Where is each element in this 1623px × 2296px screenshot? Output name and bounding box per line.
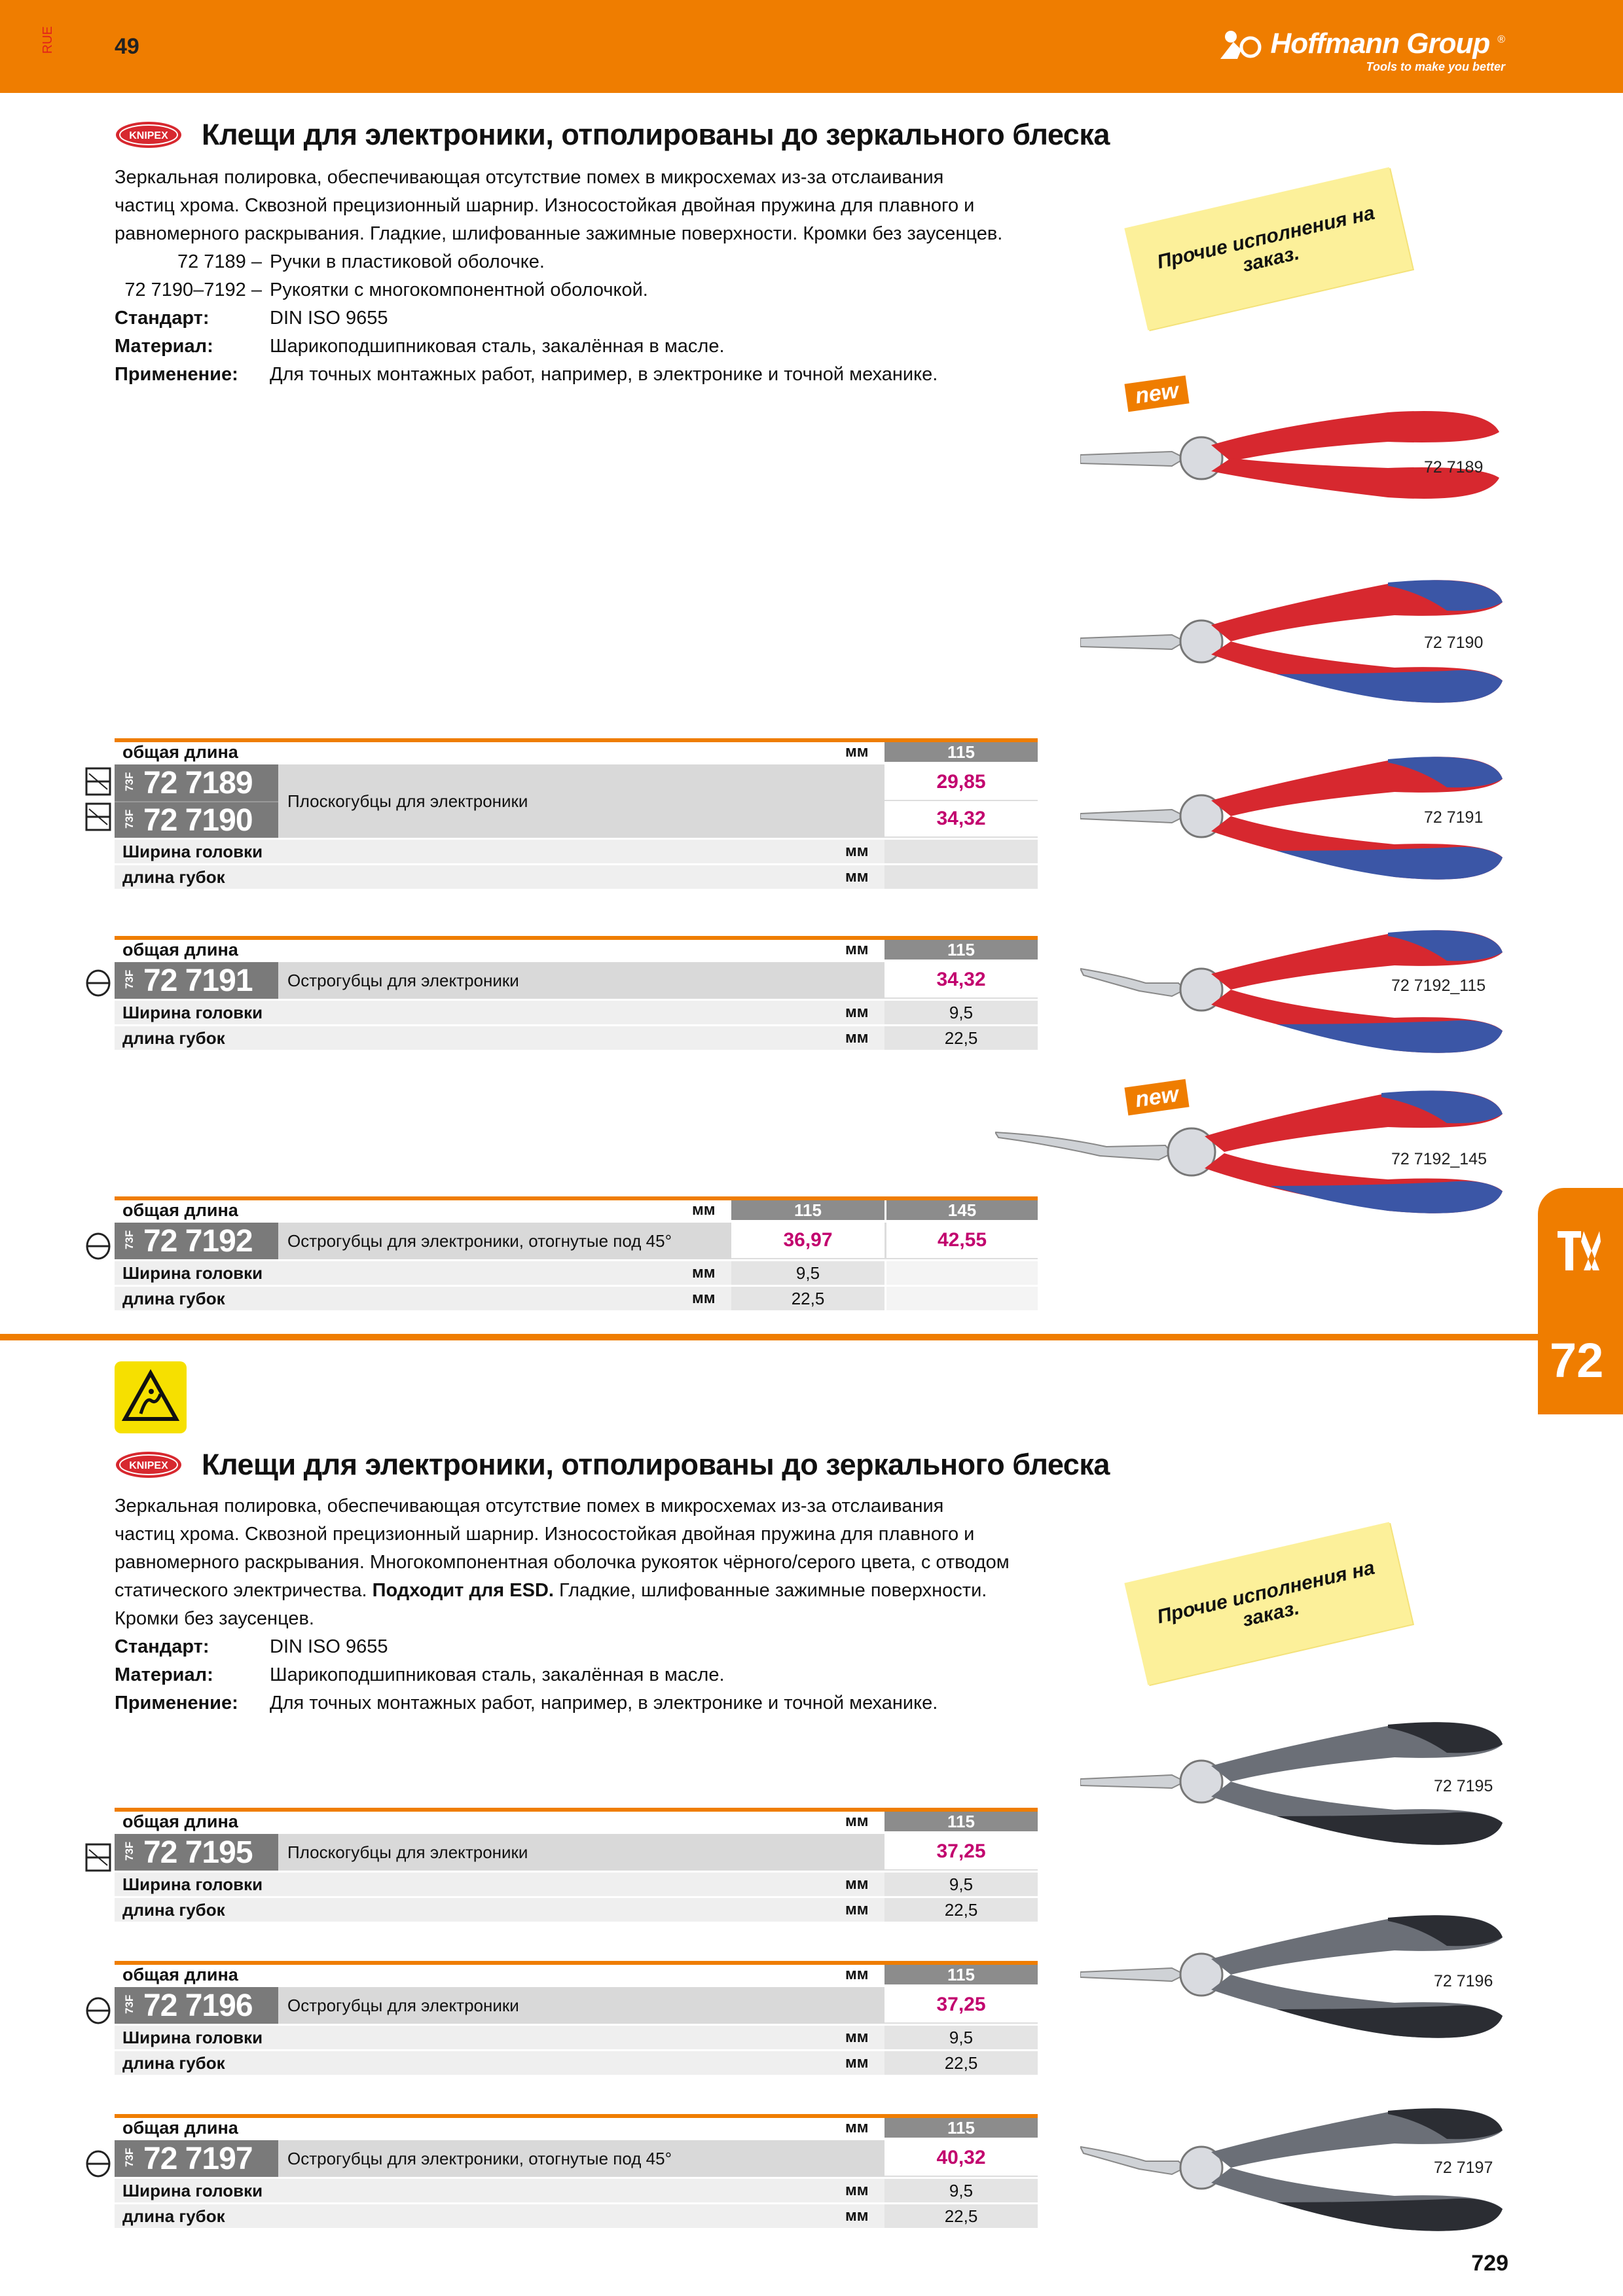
chapter-number: 72 [1550, 1333, 1604, 1388]
header-bar [0, 0, 1623, 93]
section-divider [0, 1334, 1539, 1340]
round-jaw-icon [85, 1232, 111, 1261]
row-total-length: общая длина мм 115 [115, 1808, 1038, 1831]
knipex-logo-icon [115, 120, 183, 150]
section1-material: Материал: Шарикоподшипниковая сталь, закалённая в масле. [115, 336, 725, 357]
article-number[interactable]: 73F 72 7191 [115, 962, 278, 999]
knipex-logo-icon [115, 1450, 183, 1480]
page-number: 729 [1471, 2251, 1508, 2276]
row-head-width: Ширина головки мм 9,5 [115, 1873, 1038, 1896]
section1-title: Клещи для электроники, отполированы до зеркального блеска [202, 118, 1110, 151]
custom-order-note: Прочие исполнения на заказ. [1124, 1522, 1412, 1685]
row-head-width: Ширина головки мм 9,5 [115, 1001, 1038, 1024]
image-label: 72 7195 [1434, 1777, 1493, 1795]
row-total-length: общая длина мм 115 145 [115, 1196, 1038, 1220]
article-description: Плоскогубцы для электроники [278, 764, 884, 838]
image-label: 72 7192_115 [1391, 977, 1486, 995]
knipex-badge-text: KNIPEX [129, 1460, 168, 1471]
row-total-length: общая длина мм 115 [115, 2114, 1038, 2138]
row-jaw-length: длина губок мм 22,5 [115, 2204, 1038, 2228]
article-price: 37,25 [884, 1987, 1038, 2024]
article-row [115, 1834, 1038, 1871]
section2-standard: Стандарт: DIN ISO 9655 [115, 1636, 388, 1657]
image-label: 72 7197 [1434, 2159, 1493, 2177]
article-price: 36,97 [731, 1223, 884, 1259]
section2-description [115, 1492, 1044, 1717]
article-number[interactable]: 73F 72 7195 [115, 1834, 278, 1871]
image-label: 72 7189 [1424, 458, 1484, 476]
row-jaw-length: длина губок мм [115, 865, 1038, 889]
flat-jaw-icon [85, 1843, 111, 1872]
row-jaw-length: длина губок мм 22,5 [115, 1026, 1038, 1050]
product-table-esd-bent [115, 2114, 1038, 2228]
brand-logo [1216, 27, 1505, 74]
article-price: 29,85 [884, 764, 1038, 801]
image-label: 72 7190 [1424, 634, 1484, 652]
new-tag: new [1124, 1079, 1189, 1116]
article-description: Острогубцы для электроники [278, 962, 884, 999]
product-table-esd-flat [115, 1808, 1038, 1922]
row-head-width: Ширина головки мм 9,5 [115, 2179, 1038, 2202]
product-table-pointed [115, 936, 1038, 1050]
article-row [115, 1987, 1038, 2024]
section-page-number: 49 [115, 34, 139, 59]
article-row [115, 1223, 1038, 1259]
section1-code-row: 72 7190–7192 – Рукоятки с многокомпонентной оболочкой. [124, 279, 648, 300]
row-jaw-length: длина губок мм 22,5 [115, 1287, 1038, 1310]
brand-reg: ® [1497, 34, 1505, 45]
section2-intro-line: равномерного раскрывания. Многокомпонентная оболочка рукояток чёрного/серого цвета, с отводом [115, 1552, 1010, 1573]
section2-material: Материал: Шарикоподшипниковая сталь, закалённая в масле. [115, 1664, 725, 1685]
article-row [115, 2140, 1038, 2177]
article-description: Плоскогубцы для электроники [278, 1834, 884, 1871]
round-jaw-icon [85, 2149, 111, 2178]
custom-order-note: Прочие исполнения на заказ. [1124, 167, 1412, 330]
section2-title-row [115, 1448, 1110, 1482]
section1-standard: Стандарт: DIN ISO 9655 [115, 308, 388, 329]
esd-warning-icon [115, 1361, 187, 1433]
product-table-flat [115, 738, 1038, 889]
article-price: 34,32 [884, 962, 1038, 999]
section2-intro-line: Кромки без заусенцев. [115, 1608, 314, 1629]
brand-name: Hoffmann Group [1270, 27, 1490, 60]
article-description: Острогубцы для электроники, отогнутые под 45° [278, 2140, 884, 2177]
row-total-length: общая длина мм 115 [115, 738, 1038, 762]
product-table-bent [115, 1196, 1038, 1310]
article-number[interactable]: 73F 72 7190 [115, 801, 278, 838]
article-description: Острогубцы для электроники [278, 1987, 884, 2024]
article-price: 34,32 [884, 801, 1038, 838]
row-head-width: Ширина головки мм 9,5 [115, 1261, 1038, 1285]
article-price: 42,55 [884, 1223, 1038, 1259]
section2-title: Клещи для электроники, отполированы до зеркального блеска [202, 1448, 1110, 1481]
section2-intro-line: Зеркальная полировка, обеспечивающая отсутствие помех в микросхемах из-за отслаивания [115, 1496, 944, 1516]
section2-intro-line: статического электричества. Подходит для ESD. Гладкие, шлифованные зажимные поверхности. [115, 1580, 987, 1601]
section2-application: Применение: Для точных монтажных работ, например, в электронике и точной механике. [115, 1693, 938, 1713]
image-label: 72 7192_145 [1391, 1150, 1487, 1168]
round-jaw-icon [85, 969, 111, 997]
brand-tagline: Tools to make you better [1366, 60, 1505, 73]
article-number[interactable]: 73F 72 7197 [115, 2140, 278, 2177]
section1-intro-line: равномерного раскрывания. Гладкие, шлифованные зажимные поверхности. Кромки без заусенцев. [115, 223, 1003, 244]
article-price: 37,25 [884, 1834, 1038, 1871]
article-row [115, 962, 1038, 999]
flat-jaw-icon [85, 767, 111, 833]
section1-description [115, 164, 1044, 389]
article-description: Острогубцы для электроники, отогнутые под 45° [278, 1223, 731, 1259]
section2-intro-line: частиц хрома. Сквозной прецизионный шарнир. Износостойкая двойная пружина для плавного и [115, 1524, 975, 1545]
article-price: 40,32 [884, 2140, 1038, 2177]
product-table-esd-pointed [115, 1961, 1038, 2075]
chapter-tab[interactable] [1538, 1188, 1623, 1414]
row-jaw-length: длина губок мм 22,5 [115, 2051, 1038, 2075]
new-tag: new [1124, 376, 1189, 412]
section1-code-row: 72 7189 – Ручки в пластиковой оболочке. [177, 251, 545, 272]
article-number[interactable]: 73F 72 7196 [115, 1987, 278, 2024]
side-code: RUE [41, 26, 55, 54]
round-jaw-icon [85, 1996, 111, 2025]
article-group [115, 764, 1038, 838]
row-head-width: Ширина головки мм 9,5 [115, 2026, 1038, 2049]
row-total-length: общая длина мм 115 [115, 936, 1038, 960]
section1-title-row [115, 118, 1110, 152]
pliers-chapter-icon [1556, 1227, 1602, 1273]
image-label: 72 7196 [1434, 1972, 1493, 1990]
section1-intro-line: частиц хрома. Сквозной прецизионный шарнир. Износостойкая двойная пружина для плавного и [115, 195, 975, 216]
section1-intro-line: Зеркальная полировка, обеспечивающая отсутствие помех в микросхемах из-за отслаивания [115, 167, 944, 188]
row-total-length: общая длина мм 115 [115, 1961, 1038, 1984]
article-number[interactable]: 73F 72 7189 [123, 765, 253, 800]
image-label: 72 7191 [1424, 808, 1484, 827]
row-head-width: Ширина головки мм [115, 840, 1038, 863]
section1-application: Применение: Для точных монтажных работ, например, в электронике и точной механике. [115, 364, 938, 385]
hoffmann-logo-icon [1216, 27, 1262, 60]
knipex-badge-text: KNIPEX [129, 130, 168, 141]
row-jaw-length: длина губок мм 22,5 [115, 1898, 1038, 1922]
article-number[interactable]: 73F 72 7192 [115, 1223, 278, 1259]
